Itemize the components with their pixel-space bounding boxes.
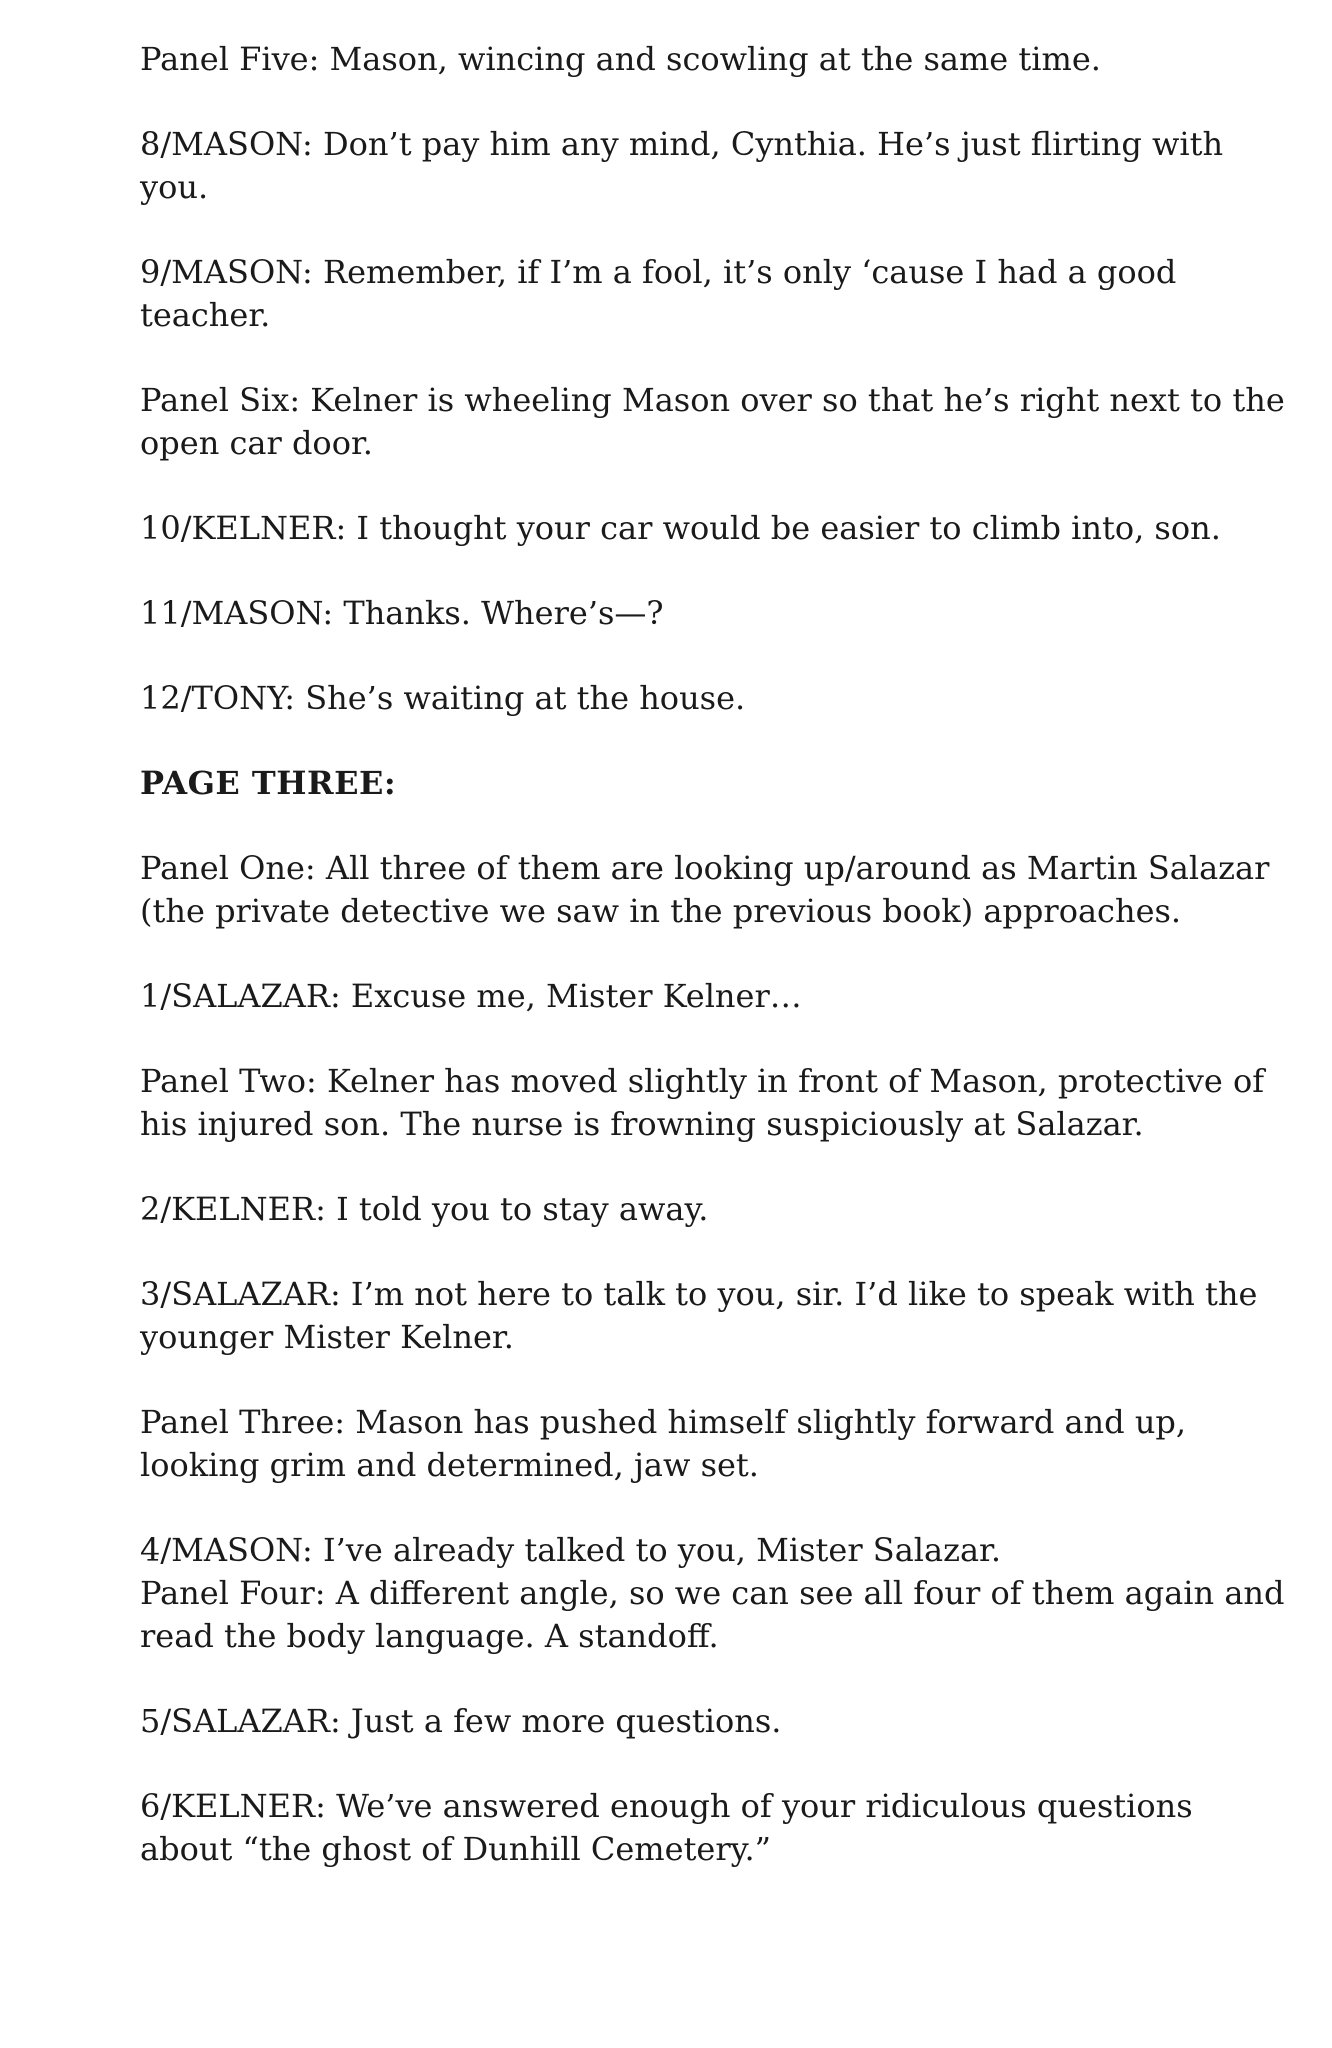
- panel-four-description: Panel Four: A different angle, so we can see all four of them again and read the body language. A standoff.: [140, 1574, 1285, 1655]
- dialogue-2-kelner: 2/KELNER: I told you to stay away.: [140, 1190, 709, 1228]
- panel-two-description: Panel Two: Kelner has moved slightly in front of Mason, protective of his injured son. The nurse is frowning suspiciously at Salazar.: [140, 1062, 1265, 1143]
- dialogue-3-salazar: 3/SALAZAR: I’m not here to talk to you, sir. I’d like to speak with the younger Mister Kelner.: [140, 1275, 1258, 1356]
- dialogue-6-kelner: 6/KELNER: We’ve answered enough of your ridiculous questions about “the ghost of Dunhill Cemetery.”: [140, 1787, 1193, 1868]
- script-page: [140, 38, 1290, 1913]
- dialogue-11-mason: 11/MASON: Thanks. Where’s—?: [140, 594, 664, 632]
- dialogue-1-salazar: 1/SALAZAR: Excuse me, Mister Kelner…: [140, 977, 802, 1015]
- dialogue-4-mason: 4/MASON: I’ve already talked to you, Mister Salazar.: [140, 1531, 1001, 1569]
- dialogue-10-kelner: 10/KELNER: I thought your car would be easier to climb into, son.: [140, 509, 1221, 547]
- panel-six-description: Panel Six: Kelner is wheeling Mason over so that he’s right next to the open car door.: [140, 381, 1285, 462]
- panel-five-description: Panel Five: Mason, wincing and scowling at the same time.: [140, 40, 1101, 78]
- page-three-heading: PAGE THREE:: [140, 764, 397, 802]
- dialogue-5-salazar: 5/SALAZAR: Just a few more questions.: [140, 1702, 782, 1740]
- panel-one-description: Panel One: All three of them are looking up/around as Martin Salazar (the private detective we saw in the previous book) approaches.: [140, 849, 1270, 930]
- dialogue-9-mason: 9/MASON: Remember, if I’m a fool, it’s only ‘cause I had a good teacher.: [140, 253, 1177, 334]
- dialogue-12-tony: 12/TONY: She’s waiting at the house.: [140, 679, 746, 717]
- panel-three-description: Panel Three: Mason has pushed himself slightly forward and up, looking grim and determined, jaw set.: [140, 1403, 1187, 1484]
- dialogue-8-mason: 8/MASON: Don’t pay him any mind, Cynthia. He’s just flirting with you.: [140, 125, 1224, 206]
